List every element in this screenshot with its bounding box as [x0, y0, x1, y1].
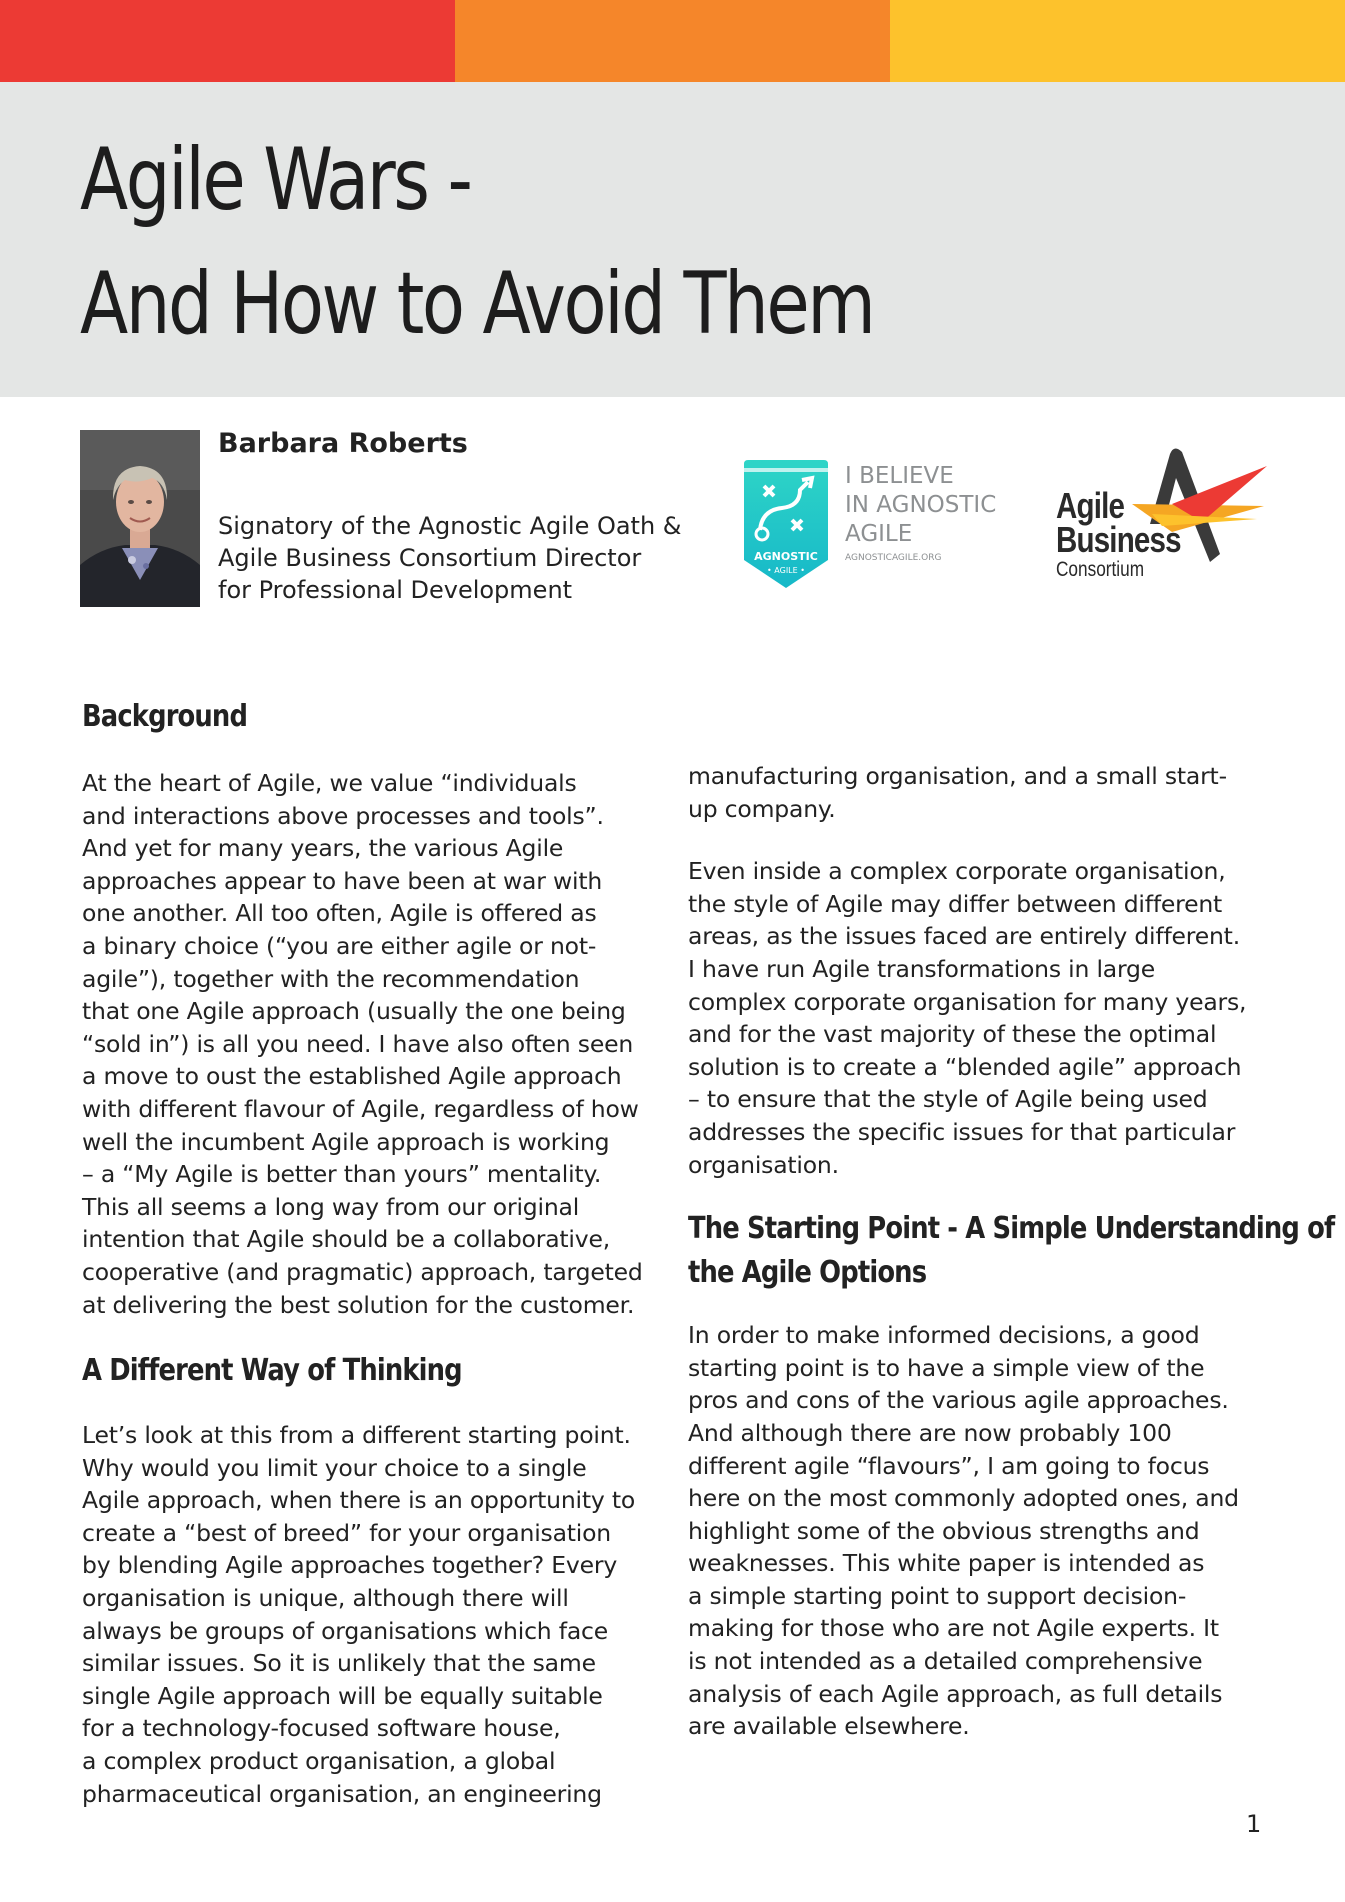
author-portrait-image	[80, 430, 200, 607]
text-line: Agile approach, when there is an opportunity to	[82, 1486, 636, 1515]
logo-word-agile: Agile	[1056, 485, 1125, 526]
title-line-1: Agile Wars -	[80, 130, 471, 230]
text-line: is not intended as a detailed comprehensive	[688, 1647, 1203, 1676]
text-line: Why would you limit your choice to a single	[82, 1453, 587, 1482]
text-line: analysis of each Agile approach, as full details	[688, 1679, 1223, 1708]
text-line: at delivering the best solution for the customer.	[82, 1290, 635, 1319]
agnostic-agile-statement	[845, 462, 1025, 565]
text-line: Even inside a complex corporate organisation,	[688, 857, 1226, 886]
text-line: well the incumbent Agile approach is working	[82, 1127, 610, 1156]
badge-label-bottom: • AGILE •	[767, 566, 805, 575]
header-stripe-red	[0, 0, 455, 82]
corporate-paragraph	[688, 855, 1268, 1181]
text-line: for a technology-focused software house,	[82, 1714, 561, 1743]
text-line: one another. All too often, Agile is offered as	[82, 899, 597, 928]
text-line: This all seems a long way from our original	[82, 1192, 580, 1221]
logo-word-consortium: Consortium	[1056, 558, 1145, 581]
badge-label-top: AGNOSTIC	[754, 550, 818, 563]
text-line: Let’s look at this from a different starting point.	[82, 1421, 631, 1450]
header-stripe-orange	[455, 0, 890, 82]
text-line: here on the most commonly adopted ones, and	[688, 1484, 1239, 1513]
different-way-paragraph	[82, 1419, 662, 1810]
author-photo	[80, 430, 200, 607]
text-line: different agile “flavours”, I am going to focus	[688, 1451, 1210, 1480]
text-line: And although there are now probably 100	[688, 1418, 1172, 1447]
text-line: pharmaceutical organisation, an engineering	[82, 1779, 602, 1808]
text-line: “sold in”) is all you need. I have also often seen	[82, 1029, 634, 1058]
text-line: are available elsewhere.	[688, 1712, 970, 1741]
text-line: cooperative (and pragmatic) approach, targeted	[82, 1257, 643, 1286]
logo-word-business: Business	[1056, 519, 1181, 560]
author-role	[218, 510, 718, 606]
text-line: a binary choice (“you are either agile or not-	[82, 931, 597, 960]
page-title	[80, 118, 884, 366]
text-line: by blending Agile approaches together? Every	[82, 1551, 618, 1580]
text-line: and interactions above processes and tools”.	[82, 801, 604, 830]
text-line: In order to make informed decisions, a good	[688, 1321, 1200, 1350]
left-column	[82, 695, 662, 1810]
text-line: weaknesses. This white paper is intended as	[688, 1549, 1205, 1578]
heading-line: The Starting Point - A Simple Understanding of	[688, 1211, 1335, 1247]
continued-paragraph	[688, 760, 1268, 825]
text-line: approaches appear to have been at war with	[82, 866, 603, 895]
starting-point-paragraph	[688, 1319, 1268, 1743]
text-line: I have run Agile transformations in large	[688, 954, 1156, 983]
text-line: highlight some of the obvious strengths and	[688, 1516, 1200, 1545]
text-line: with different flavour of Agile, regardless of how	[82, 1094, 639, 1123]
text-line: a complex product organisation, a global	[82, 1747, 556, 1776]
badge-line: IN AGNOSTIC	[845, 492, 997, 518]
author-role-line: Signatory of the Agnostic Agile Oath &	[218, 512, 682, 540]
section-heading-starting-point	[688, 1207, 1335, 1295]
text-line: And yet for many years, the various Agile	[82, 834, 564, 863]
text-line: and for the vast majority of these the optimal	[688, 1020, 1217, 1049]
section-heading-different-way: A Different Way of Thinking	[82, 1353, 462, 1389]
text-line: areas, as the issues faced are entirely different.	[688, 922, 1240, 951]
text-line: a simple starting point to support decision-	[688, 1581, 1187, 1610]
page-number: 1	[1246, 1810, 1262, 1838]
text-line: complex corporate organisation for many years,	[688, 987, 1247, 1016]
background-paragraph	[82, 767, 662, 1321]
text-line: a move to oust the established Agile approach	[82, 1062, 622, 1091]
author-role-line: Agile Business Consortium Director	[218, 544, 642, 572]
text-line: agile”), together with the recommendation	[82, 964, 580, 993]
text-line: organisation.	[688, 1150, 839, 1179]
badge-url: AGNOSTICAGILE.ORG	[845, 553, 942, 563]
text-line: intention that Agile should be a collaborative,	[82, 1225, 610, 1254]
text-line: the style of Agile may differ between different	[688, 889, 1223, 918]
title-line-2: And How to Avoid Them	[80, 254, 874, 354]
text-line: starting point is to have a simple view of the	[688, 1353, 1205, 1382]
text-line: making for those who are not Agile experts. It	[688, 1614, 1219, 1643]
badge-line: AGILE	[845, 521, 913, 547]
heading-line: the Agile Options	[688, 1255, 927, 1291]
text-line: manufacturing organisation, and a small start-	[688, 762, 1227, 790]
badge-line: I BELIEVE	[845, 463, 954, 489]
right-column	[688, 760, 1335, 1743]
agnostic-agile-badge-icon	[742, 460, 830, 590]
text-line: create a “best of breed” for your organisation	[82, 1518, 611, 1547]
text-line: similar issues. So it is unlikely that the same	[82, 1649, 596, 1678]
text-line: At the heart of Agile, we value “individuals	[82, 769, 577, 797]
text-line: – to ensure that the style of Agile being used	[688, 1085, 1208, 1114]
text-line: solution is to create a “blended agile” approach	[688, 1052, 1242, 1081]
text-line: addresses the specific issues for that particular	[688, 1117, 1236, 1146]
text-line: always be groups of organisations which face	[82, 1616, 609, 1645]
text-line: pros and cons of the various agile approaches.	[688, 1386, 1229, 1415]
author-name: Barbara Roberts	[218, 428, 468, 459]
text-line: up company.	[688, 794, 836, 823]
header-stripe-yellow	[890, 0, 1345, 82]
text-line: that one Agile approach (usually the one being	[82, 997, 626, 1026]
author-role-line: for Professional Development	[218, 576, 573, 604]
section-heading-background: Background	[82, 699, 248, 734]
text-line: – a “My Agile is better than yours” mentality.	[82, 1160, 602, 1189]
text-line: single Agile approach will be equally suitable	[82, 1681, 603, 1710]
text-line: organisation is unique, although there will	[82, 1584, 569, 1613]
agile-business-consortium-wordmark	[1056, 485, 1181, 582]
